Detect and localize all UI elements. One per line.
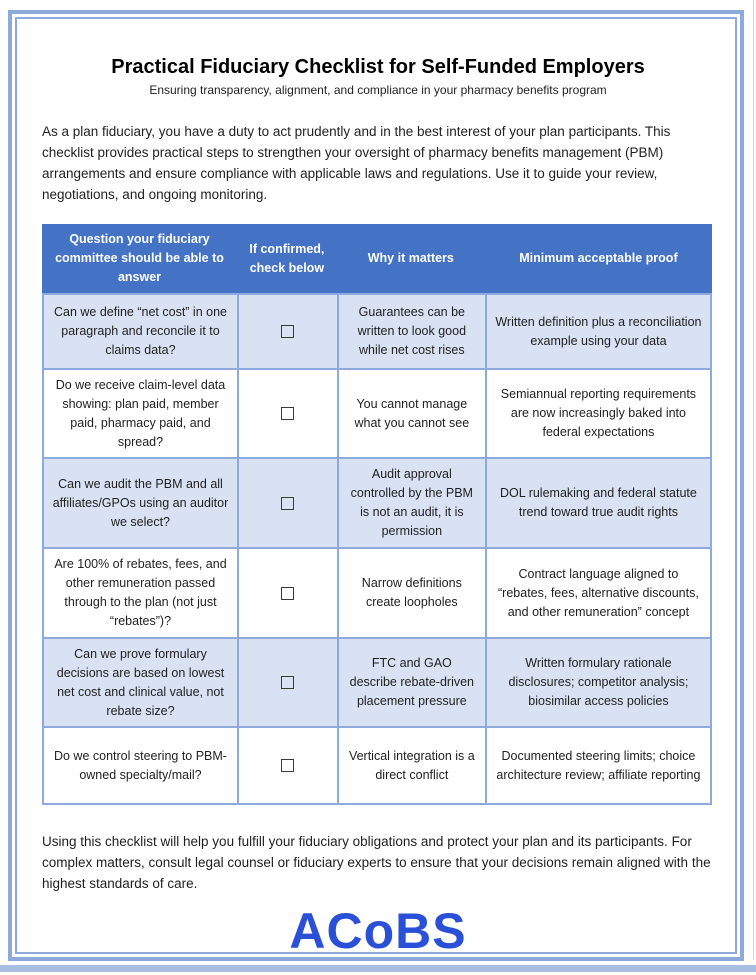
proof-cell: Semiannual reporting requirements are now increasingly baked into federal expectations xyxy=(485,370,712,459)
checkbox[interactable] xyxy=(281,759,294,772)
header-question: Question your fiduciary committee should be able to answer xyxy=(42,224,237,293)
table-row xyxy=(42,293,712,370)
table-row xyxy=(42,639,712,728)
table-header-row xyxy=(42,224,712,293)
checkbox-cell xyxy=(237,370,337,459)
header-why: Why it matters xyxy=(337,224,485,293)
table-row xyxy=(42,459,712,549)
checkbox-cell xyxy=(237,459,337,549)
why-cell: Audit approval controlled by the PBM is not an audit, it is permission xyxy=(337,459,485,549)
table-row xyxy=(42,370,712,459)
checkbox-cell xyxy=(237,728,337,805)
question-cell: Can we define “net cost” in one paragraph and reconcile it to claims data? xyxy=(42,293,237,370)
proof-cell: Written formulary rationale disclosures; competitor analysis; biosimilar access policies xyxy=(485,639,712,728)
table-row xyxy=(42,549,712,639)
checklist-table xyxy=(42,224,712,805)
checkbox[interactable] xyxy=(281,676,294,689)
checkbox-cell xyxy=(237,549,337,639)
checkbox[interactable] xyxy=(281,407,294,420)
checkbox[interactable] xyxy=(281,497,294,510)
question-cell: Do we receive claim-level data showing: plan paid, member paid, pharmacy paid, and spread? xyxy=(42,370,237,459)
intro-paragraph: As a plan fiduciary, you have a duty to act prudently and in the best interest of your plan participants. This checklist provides practical steps to strengthen your oversight of pharmacy benefits management (PBM) arrangements and ensure compliance with applicable laws and regulations. Use it to guide your review, negotiations, and ongoing monitoring. xyxy=(42,124,671,202)
page-title: Practical Fiduciary Checklist for Self-Funded Employers xyxy=(111,56,645,78)
why-cell: Guarantees can be written to look good while net cost rises xyxy=(337,293,485,370)
checkbox-cell xyxy=(237,293,337,370)
page-content xyxy=(42,0,714,960)
checkbox[interactable] xyxy=(281,587,294,600)
table-row xyxy=(42,728,712,805)
question-cell: Can we audit the PBM and all affiliates/GPOs using an auditor we select? xyxy=(42,459,237,549)
question-cell: Are 100% of rebates, fees, and other remuneration passed through to the plan (not just “rebates”)? xyxy=(42,549,237,639)
checkbox-cell xyxy=(237,639,337,728)
why-cell: FTC and GAO describe rebate-driven placement pressure xyxy=(337,639,485,728)
proof-cell: Written definition plus a reconciliation example using your data xyxy=(485,293,712,370)
question-cell: Can we prove formulary decisions are based on lowest net cost and clinical value, not rebate size? xyxy=(42,639,237,728)
window-edge-line xyxy=(753,0,754,960)
proof-cell: DOL rulemaking and federal statute trend toward true audit rights xyxy=(485,459,712,549)
why-cell: You cannot manage what you cannot see xyxy=(337,370,485,459)
acobs-logo: ACoBS xyxy=(289,903,467,959)
proof-cell: Documented steering limits; choice architecture review; affiliate reporting xyxy=(485,728,712,805)
header-proof: Minimum acceptable proof xyxy=(485,224,712,293)
page-separator-band xyxy=(0,965,756,972)
question-cell: Do we control steering to PBM-owned specialty/mail? xyxy=(42,728,237,805)
page-subtitle: Ensuring transparency, alignment, and compliance in your pharmacy benefits program xyxy=(149,83,607,97)
checkbox[interactable] xyxy=(281,325,294,338)
proof-cell: Contract language aligned to “rebates, fees, alternative discounts, and other remuneration” concept xyxy=(485,549,712,639)
why-cell: Vertical integration is a direct conflict xyxy=(337,728,485,805)
why-cell: Narrow definitions create loopholes xyxy=(337,549,485,639)
header-checkbox: If confirmed, check below xyxy=(237,224,337,293)
closing-paragraph: Using this checklist will help you fulfill your fiduciary obligations and protect your plan and its participants. For complex matters, consult legal counsel or fiduciary experts to ensure that your decisions remain aligned with the highest standards of care. xyxy=(42,834,711,891)
